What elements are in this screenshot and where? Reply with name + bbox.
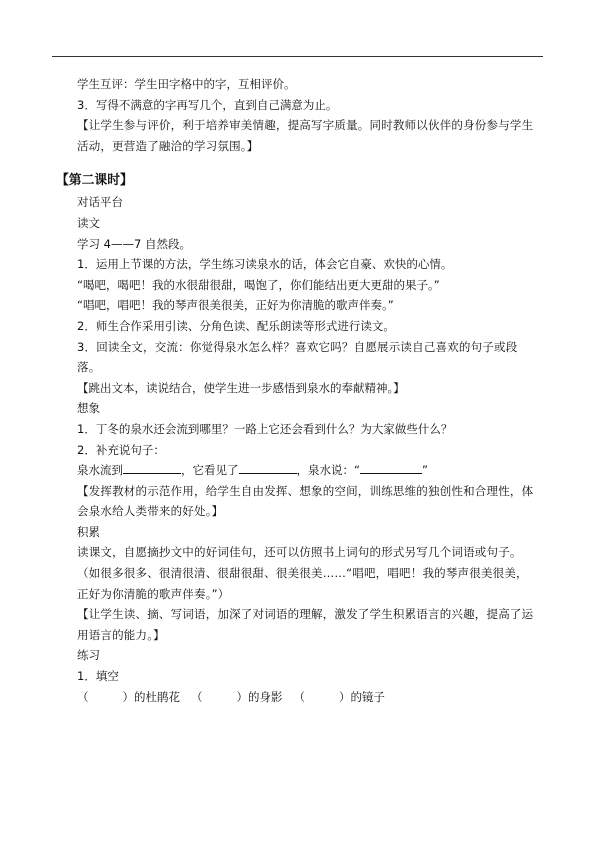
paragraph-rewrite: 3．写得不满意的字再写几个，直到自己满意为止。 (77, 97, 338, 112)
line-study: 学习 4——7 自然段。 (77, 236, 191, 251)
line-practice-1: 1．填空 (77, 669, 119, 684)
paren-close-1: ） (122, 689, 134, 704)
document-body (52, 74, 543, 707)
line-fill-parens (52, 687, 543, 708)
line-quote-1: “喝吧，喝吧！我的水很甜很甜，喝饱了，你们能结出更大更甜的果子。” (77, 277, 440, 292)
line-accumulate-1: 读课文，自愿摘抄文中的好词佳句，还可以仿照书上词句的形式另写几个词语或句子。（如很多很多、很清很清、很甜很甜、很美很美……“唱吧，唱吧！我的琴声很美很美，正好为你清脆的歌声伴奏。”） (77, 545, 528, 601)
line-imagine: 想象 (77, 401, 100, 416)
paren-open-1: （ (77, 689, 89, 704)
line-note-1: 【跳出文本，读说结合，使学生进一步感悟到泉水的奉献精神。】 (77, 380, 405, 395)
line-read: 读文 (77, 215, 100, 230)
fill-item-3: 的镜子 (350, 689, 385, 704)
paragraph-note-evaluation: 【让学生参与评价，利于培养审美情趣，提高写字质量。同时教师以伙伴的身份参与学生活动，更营造了融洽的学习氛围。】 (77, 118, 534, 153)
fill-item-1: 的杜鹃花 (134, 689, 180, 704)
line-dialogue: 对话平台 (77, 195, 123, 210)
paren-close-3: ） (338, 689, 351, 704)
fill-part-d: ” (421, 463, 428, 478)
line-note-2: 【发挥教材的示范作用，给学生自由发挥、想象的空间，训练思维的独创性和合理性，体会泉水给人类带来的好处。】 (77, 483, 534, 519)
section-heading: 【第二课时】 (56, 173, 133, 189)
line-step-3: 3．回读全文，交流：你觉得泉水怎么样？喜欢它吗？自愿展示读自己喜欢的句子或段落。 (77, 339, 518, 375)
fill-part-c: ，泉水说：“ (296, 463, 360, 478)
line-step-2: 2．师生合作采用引读、分角色读、配乐朗读等形式进行读文。 (77, 318, 395, 333)
paren-open-2: （ (190, 689, 203, 704)
line-practice: 练习 (77, 648, 100, 663)
line-step-1: 1．运用上节课的方法，学生练习读泉水的话，体会它自豪、欢快的心情。 (77, 257, 453, 272)
fill-blank-3 (360, 461, 422, 474)
line-fill-sentence (52, 460, 543, 481)
paren-close-2: ） (236, 689, 248, 704)
line-note-3: 【让学生读、摘、写词语，加深了对词语的理解，激发了学生积累语言的兴趣，提高了运用语言的能力。】 (77, 607, 534, 642)
line-quote-2: “唱吧，唱吧！我的琴声很美很美，正好为你清脆的歌声伴奏。” (77, 298, 394, 313)
fill-part-b: ，它看见了 (181, 463, 239, 478)
fill-item-2: 的身影 (247, 689, 283, 704)
fill-part-a: 泉水流到 (77, 463, 123, 478)
fill-blank-2 (239, 461, 297, 474)
fill-blank-1 (123, 461, 181, 474)
line-accumulate: 积累 (77, 524, 100, 539)
line-imagine-2: 2．补充说句子： (77, 442, 165, 457)
paragraph-peer-review: 学生互评：学生田字格中的字，互相评价。 (77, 77, 296, 91)
line-imagine-1: 1．丁冬的泉水还会流到哪里？一路上它还会看到什么？为大家做些什么？ (77, 421, 453, 436)
paren-open-3: （ (293, 689, 305, 704)
header-rule (52, 56, 543, 57)
